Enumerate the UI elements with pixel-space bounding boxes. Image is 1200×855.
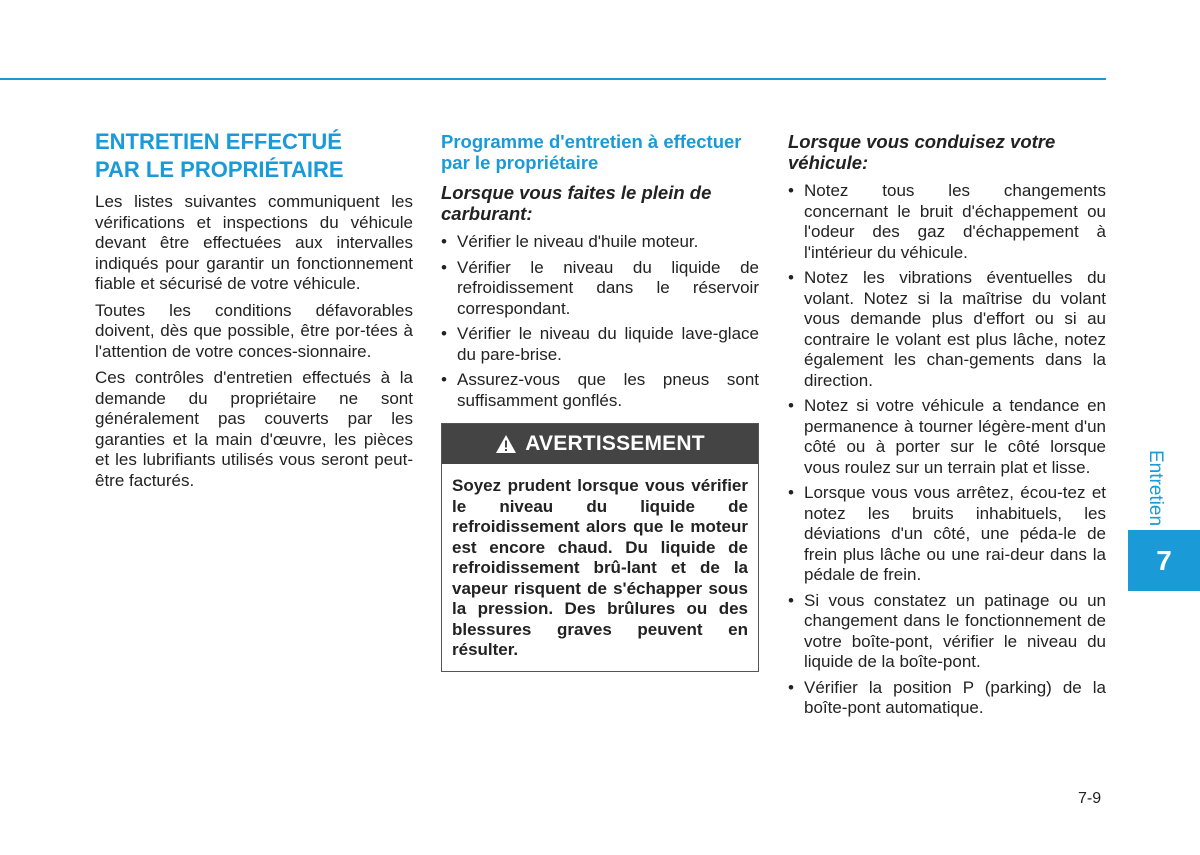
- bullet: •: [441, 324, 447, 343]
- driving-subheading: Lorsque vous conduisez votre véhicule:: [788, 131, 1056, 173]
- list-item-text: Vérifier le niveau du liquide de refroidissement dans le réservoir correspondant.: [457, 257, 759, 318]
- list-item: [441, 258, 759, 320]
- bullet: •: [441, 370, 447, 389]
- bullet: •: [441, 257, 447, 277]
- list-item-text: Vérifier le niveau du liquide lave-glace du pare-brise.: [457, 324, 759, 364]
- bullet: •: [788, 677, 794, 697]
- section-title-line-2: PAR LE PROPRIÉTAIRE: [95, 157, 344, 182]
- list-item: [441, 370, 759, 411]
- list-item: [788, 591, 1106, 673]
- list-item-text: Lorsque vous vous arrêtez, écou-tez et notez les bruits inhabituels, les déviations d'un côté, une péda-le de frein plus lâche ou une rai-deur dans la pédale de frein.: [804, 483, 1106, 584]
- list-item-text: Notez si votre véhicule a tendance en permanence à tourner légère-ment d'un côté ou à porter sur le côté lorsque vous roulez sur un terrain plat et lisse.: [804, 396, 1106, 477]
- refuel-checklist: [441, 232, 759, 411]
- list-item: [788, 678, 1106, 719]
- conditions-paragraph: Toutes les conditions défavorables doivent, dès que possible, être por-tées à l'attention de votre conces-sionnaire.: [95, 300, 413, 361]
- intro-paragraph: Les listes suivantes communiquent les vérifications et inspections du véhicule devant être effectuées aux intervalles indiqués pour garantir un fonctionnement fiable et sécurisé de votre véhicule.: [95, 192, 413, 293]
- bullet: •: [441, 232, 447, 251]
- warning-header: [442, 424, 758, 464]
- warning-triangle-icon: [495, 434, 517, 454]
- list-item: [441, 232, 759, 253]
- header-rule: [0, 78, 1106, 80]
- bullet: •: [788, 483, 794, 502]
- costs-paragraph: Ces contrôles d'entretien effectués à la demande du propriétaire ne sont généralement pas couverts par les garanties et la main d'œuvre, les pièces et les lubrifiants utilisés vous seront peut-être facturés.: [95, 368, 413, 490]
- warning-box: [441, 423, 759, 672]
- list-item: [788, 483, 1106, 586]
- list-item-text: Assurez-vous que les pneus sont suffisamment gonflés.: [457, 370, 759, 410]
- chapter-tab-label: [1135, 448, 1175, 528]
- list-item-text: Notez les vibrations éventuelles du volant. Notez si la maîtrise du volant vous demande plus d'effort ou si au contraire le volant est plus lâche, notez également les chan-gements dans la direction.: [804, 268, 1106, 390]
- chapter-number-tab: 7: [1128, 530, 1200, 591]
- list-item: [788, 396, 1106, 478]
- column-right: [788, 128, 1106, 724]
- list-item-text: Vérifier la position P (parking) de la boîte-pont automatique.: [804, 677, 1106, 717]
- column-middle: [441, 128, 759, 672]
- list-item: [788, 181, 1106, 263]
- section-title-line-1: ENTRETIEN EFFECTUÉ: [95, 129, 342, 154]
- warning-text: Soyez prudent lorsque vous vérifier le niveau du liquide de refroidissement alors que le moteur est encore chaud. Du liquide de refroidissement brû-lant et de la vapeur risquent de s'échapper sous la pression. Des brûlures ou des blessures graves peuvent en résulter.: [452, 476, 748, 659]
- list-item-text: Si vous constatez un patinage ou un changement dans le fonctionnement de votre boîte-pont, vérifier le niveau du liquide de la boîte-pont.: [804, 590, 1106, 671]
- list-item-text: Vérifier le niveau d'huile moteur.: [457, 232, 699, 251]
- warning-title: AVERTISSEMENT: [525, 432, 705, 455]
- section-title: [95, 128, 413, 184]
- bullet: •: [788, 396, 794, 415]
- program-heading: Programme d'entretien à effectuer par le propriétaire: [441, 131, 742, 173]
- list-item: [441, 324, 759, 365]
- bullet: •: [788, 268, 794, 287]
- page-number: 7-9: [1078, 790, 1102, 807]
- chapter-name: Entretien: [1145, 449, 1167, 527]
- list-item-text: Notez tous les changements concernant le bruit d'échappement ou l'odeur des gaz d'échappement à l'intérieur du véhicule.: [804, 181, 1106, 262]
- list-item: [788, 268, 1106, 391]
- column-left: [95, 128, 413, 497]
- bullet: •: [788, 590, 794, 610]
- refuel-subheading: Lorsque vous faites le plein de carburant:: [441, 182, 712, 224]
- bullet: •: [788, 181, 794, 200]
- driving-checklist: [788, 181, 1106, 719]
